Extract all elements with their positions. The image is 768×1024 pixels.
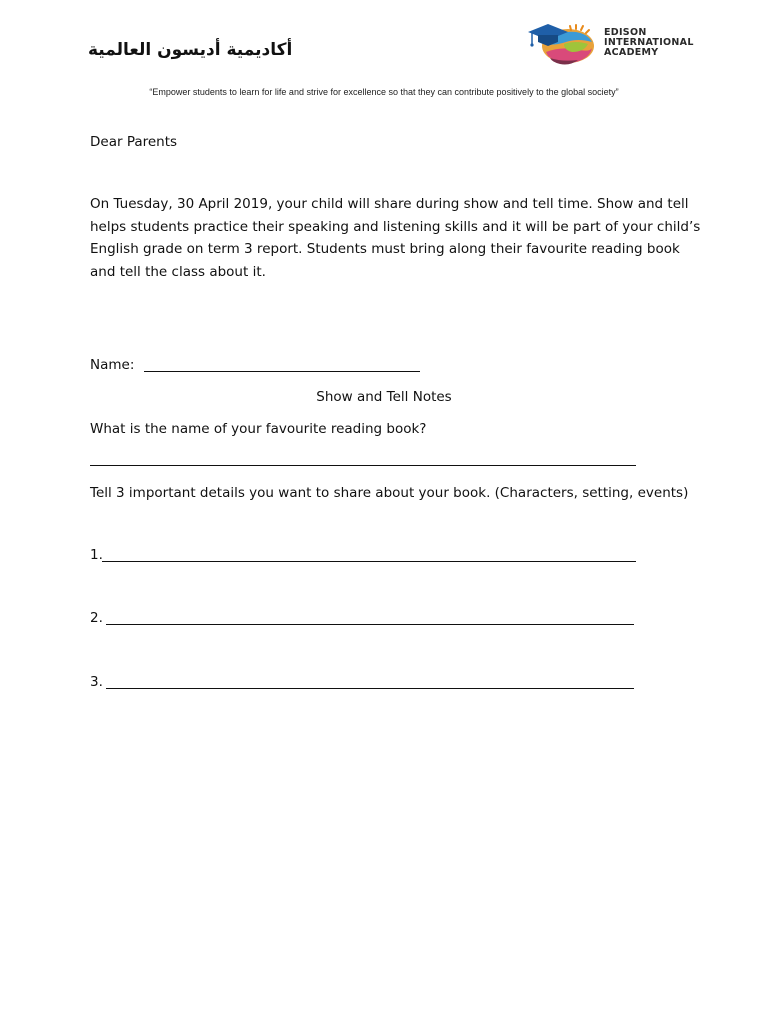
logo-line-3: ACADEMY (604, 47, 659, 58)
name-row (90, 354, 420, 377)
school-motto: “Empower students to learn for life and strive for excellence so that they can contribute positively to the global society” (149, 87, 619, 97)
letter-body-line: helps students practice their speaking and listening skills and it will be part of your child’s (90, 218, 701, 235)
graduation-cap-globe-logo-icon (526, 22, 602, 66)
name-label: Name: (90, 357, 135, 373)
letter-body-line: and tell the class about it. (90, 263, 266, 280)
notes-title: Show and Tell Notes (316, 389, 452, 405)
question-favourite-book: What is the name of your favourite reading book? (90, 421, 427, 437)
detail-item-1 (90, 544, 103, 567)
answer-line-book-name[interactable] (90, 465, 636, 466)
salutation: Dear Parents (90, 134, 178, 150)
answer-line-detail-2[interactable] (106, 624, 634, 625)
detail-item-label: 1. (90, 547, 103, 563)
letter-body-line: English grade on term 3 report. Students must bring along their favourite reading book (90, 241, 680, 257)
question-important-details: Tell 3 important details you want to share about your book. (Characters, setting, events) (90, 485, 689, 501)
logo-line-1: EDISON (604, 27, 647, 38)
logo-wordmark (604, 28, 694, 58)
answer-line-detail-1[interactable] (102, 561, 636, 562)
letter-body-line: On Tuesday, 30 April 2019, your child will share during show and tell time. Show and tell (90, 196, 689, 212)
logo-line-2: INTERNATIONAL (604, 37, 694, 48)
arabic-school-name: أكاديمية أديسون العالمية (88, 40, 293, 60)
school-logo (526, 22, 716, 66)
letter-body (90, 193, 701, 283)
detail-item-label: 2. (90, 610, 103, 626)
name-blank-line[interactable] (144, 370, 420, 372)
detail-item-3 (90, 671, 103, 694)
detail-item-label: 3. (90, 674, 103, 690)
detail-item-2 (90, 607, 103, 630)
answer-line-detail-3[interactable] (106, 688, 634, 689)
